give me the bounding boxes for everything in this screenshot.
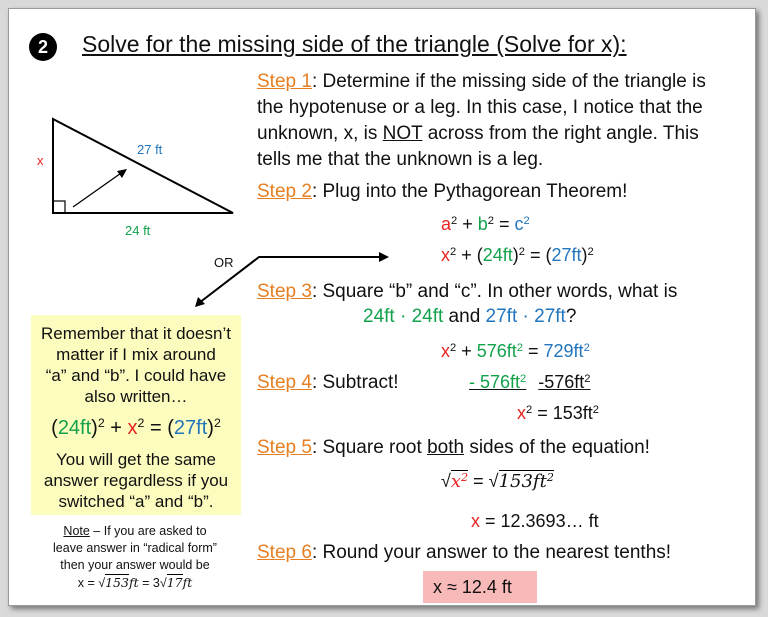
final-answer: x ≈ 12.4 ft <box>433 577 512 597</box>
eq5-x: x <box>450 471 462 492</box>
radical-17: 17 <box>166 575 183 590</box>
eq4-rest: = 153ft <box>532 403 593 423</box>
step-number-badge <box>28 32 58 62</box>
radical-ft1: ft <box>128 575 139 590</box>
step1-line4: tells me that the unknown is a leg. <box>257 149 544 170</box>
step5-text2: sides of the equation! <box>464 437 650 458</box>
worksheet-card <box>8 8 756 606</box>
note-eq-b-exp: 2 <box>97 416 105 431</box>
note-eq-x-exp: 2 <box>137 416 145 431</box>
eq2-close: ) <box>512 245 519 265</box>
eq2-x-exp: 2 <box>450 245 457 258</box>
final-answer-box <box>423 571 537 603</box>
step1-text1: : Determine if the missing side of the triangle is <box>311 71 706 92</box>
radical-form-note <box>21 523 249 592</box>
eq2-b-exp: 2 <box>518 245 525 258</box>
note-eq-plus: + <box>104 417 128 439</box>
note-eq-c: 27ft <box>173 417 208 439</box>
step5-both: both <box>427 437 465 458</box>
eq1-b: b <box>477 214 488 234</box>
eq1-a-exp: 2 <box>451 214 458 227</box>
radical-note-line2: leave answer in “radical form” <box>53 541 217 555</box>
step1-line1 <box>257 71 706 93</box>
radical-radicand1 <box>105 574 129 590</box>
eq1-c-exp: 2 <box>523 214 530 227</box>
eq5-equals: = <box>468 471 489 491</box>
step1-text3a: unknown, x, is <box>257 123 383 144</box>
eq3-c-exp: 2 <box>583 341 590 354</box>
eq2-c-exp: 2 <box>587 245 594 258</box>
step2-label: Step 2 <box>257 181 312 202</box>
step3-question: ? <box>565 306 577 327</box>
label-hypotenuse: 27 ft <box>137 142 163 157</box>
eq1-equals: = <box>493 214 515 234</box>
eq3-equals: = <box>523 341 544 361</box>
eq6-rest: = 12.3693… ft <box>480 511 599 531</box>
step6-label: Step 6 <box>257 542 312 563</box>
step3-line <box>257 281 677 303</box>
eq2-mid: + ( <box>456 245 483 265</box>
eq3-plus: + <box>456 341 477 361</box>
eq5-ft: ft <box>532 471 547 492</box>
radical-note-line3: then your answer would be <box>60 558 210 572</box>
equation-substituted <box>441 245 594 266</box>
step5-text1: : Square root <box>311 437 428 458</box>
step1-line2: the hypotenuse or a leg. In this case, I notice that the <box>257 97 703 118</box>
eq4-x: x <box>517 403 526 423</box>
eq2-equals: = ( <box>524 245 552 265</box>
note-line1: Remember that it doesn’t <box>41 324 231 343</box>
eq1-b-exp: 2 <box>487 214 494 227</box>
step6-text: : Round your answer to the nearest tenths! <box>311 542 672 563</box>
eq3-b: 576ft <box>476 341 517 361</box>
note-eq-c-exp: 2 <box>213 416 221 431</box>
step6-line <box>257 542 671 564</box>
page-title: Solve for the missing side of the triangle (Solve for x): <box>82 31 627 57</box>
step2-text: : Plug into the Pythagorean Theorem! <box>311 181 628 202</box>
subtract-right-exp: 2 <box>584 372 591 385</box>
arrow-head <box>117 169 127 178</box>
eq3-c: 729ft <box>543 341 584 361</box>
step1-text3c: across from the right angle. This <box>422 123 699 144</box>
step2-line <box>257 181 627 203</box>
subtract-right: -576ft <box>538 372 585 392</box>
radical-note-line1 <box>21 523 249 540</box>
radical-sqrt-sign2: √ <box>159 576 167 590</box>
step4-line <box>257 372 399 394</box>
eq1-c: c <box>514 214 524 234</box>
note-line3: “a” and “b”. I could have <box>45 366 227 385</box>
radical-note-text1: – If you are asked to <box>89 524 207 538</box>
alternate-order-note <box>31 315 241 515</box>
eq1-a: a <box>441 214 452 234</box>
step1-label: Step 1 <box>257 71 312 92</box>
right-angle-mark <box>53 201 65 213</box>
step3-b-product: 24ft · 24ft <box>363 306 444 327</box>
equation-sqrt <box>441 471 554 492</box>
or-arrow-right <box>379 252 389 262</box>
eq1-plus: + <box>457 214 478 234</box>
sqrt-sign-right: √ <box>488 471 499 491</box>
step5-label: Step 5 <box>257 437 312 458</box>
note-eq-x: x <box>127 417 138 439</box>
note-eq-b: 24ft <box>57 417 92 439</box>
equation-pythagorean <box>441 214 530 235</box>
subtract-left: - 576ft <box>469 372 521 392</box>
radical-mid: = 3 <box>138 576 160 590</box>
eq6-x: x <box>471 511 480 531</box>
note-line4: also written… <box>84 387 188 406</box>
eq2-b: 24ft <box>482 245 513 265</box>
triangle-diagram <box>39 109 239 249</box>
step3-line2 <box>363 306 576 328</box>
radical-note-label: Note <box>63 524 90 538</box>
step1-not: NOT <box>382 123 423 144</box>
note-eq-open: ( <box>51 417 58 439</box>
subtract-left-exp: 2 <box>520 372 527 385</box>
step-number: 2 <box>37 37 49 57</box>
step1-line3 <box>257 123 699 145</box>
eq5-ft-exp: 2 <box>546 470 554 484</box>
eq2-c: 27ft <box>551 245 582 265</box>
eq3-x: x <box>441 341 450 361</box>
subtract-row <box>469 372 591 393</box>
step3-label: Step 3 <box>257 281 312 302</box>
note-line7: switched “a” and “b”. <box>58 492 214 511</box>
eq2-x: x <box>441 245 450 265</box>
note-line2: matter if I mix around <box>56 345 216 364</box>
arrow-line <box>73 171 124 207</box>
note-eq-close: ) <box>91 417 98 439</box>
note-equation <box>31 415 241 441</box>
step3-text: : Square “b” and “c”. In other words, what is <box>311 281 678 302</box>
note-line6: answer regardless if you <box>43 471 229 490</box>
label-base: 24 ft <box>125 223 151 238</box>
label-side-x: x <box>37 153 44 168</box>
radical-153: 153 <box>105 575 129 590</box>
equation-squared <box>441 341 590 362</box>
eq4-x-exp: 2 <box>526 403 533 416</box>
radical-note-equation <box>21 574 249 592</box>
note-eq-end: ) <box>207 417 214 439</box>
radical-ft2: ft <box>182 575 193 590</box>
eq4-rest-exp: 2 <box>592 403 599 416</box>
equation-result <box>517 403 599 424</box>
or-label: OR <box>214 255 234 270</box>
sqrt-sign-left: √ <box>441 471 451 491</box>
equation-decimal <box>471 511 599 532</box>
step4-label: Step 4 <box>257 372 312 393</box>
note-line5: You will get the same <box>55 450 217 469</box>
sqrt-x-radicand <box>451 470 468 492</box>
eq2-end: ) <box>581 245 588 265</box>
eq5-x-exp: 2 <box>461 470 469 484</box>
eq3-b-exp: 2 <box>516 341 523 354</box>
radical-radicand2 <box>167 574 183 590</box>
step5-line <box>257 437 650 459</box>
radical-sqrt-sign1: √ <box>98 576 106 590</box>
step4-text: : Subtract! <box>311 372 399 393</box>
sqrt-153-radicand <box>499 470 554 492</box>
eq5-153: 153 <box>498 471 533 492</box>
note-eq-equals: = ( <box>144 417 174 439</box>
right-triangle <box>53 119 233 213</box>
step3-and: and <box>443 306 486 327</box>
step3-c-product: 27ft · 27ft <box>485 306 566 327</box>
eq3-x-exp: 2 <box>450 341 457 354</box>
radical-eq-x: x = <box>77 576 99 590</box>
